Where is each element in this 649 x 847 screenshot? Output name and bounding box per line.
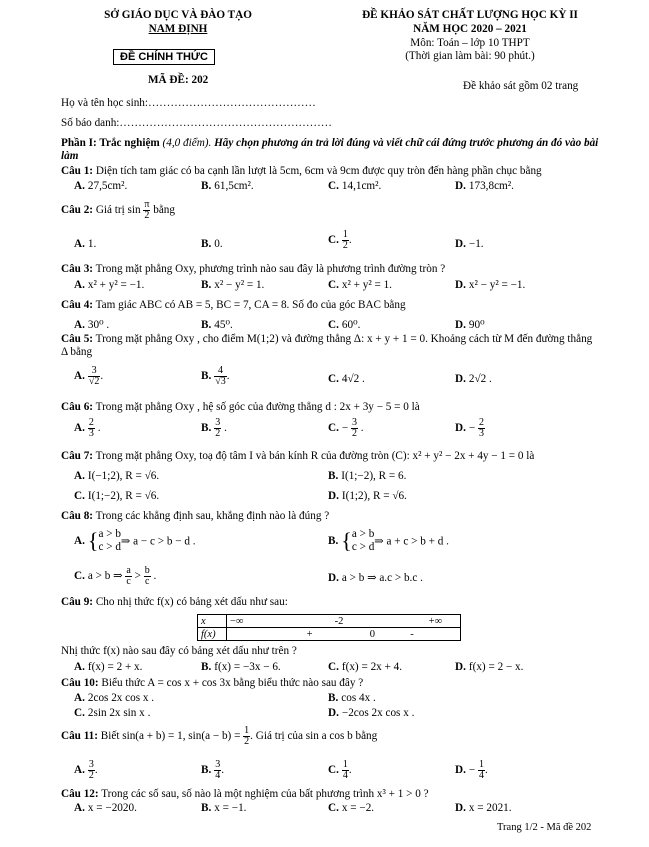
time-limit: (Thời gian làm bài: 90 phút.) xyxy=(405,50,535,62)
q10-option-b[interactable]: B. cos 4x . xyxy=(328,692,376,704)
q1-option-a[interactable]: A. 27,5cm². xyxy=(74,180,128,192)
question-3: Câu 3: Trong mặt phẳng Oxy, phương trình nào sau đây là phương trình đường tròn ? xyxy=(61,263,446,275)
part1-heading xyxy=(61,137,601,163)
q11-option-c[interactable]: C. $\frac{1}{4}$ . xyxy=(328,759,352,781)
province xyxy=(73,23,283,35)
q10-option-a[interactable]: A. 2cos 2x cos x . xyxy=(74,692,155,704)
part1-points: (4,0 điểm). xyxy=(162,137,212,149)
question-7: Câu 7: Trong mặt phẳng Oxy, toạ độ tâm I và bán kính R của đường tròn (C): x² + y² − 2x + 4y − 1 = 0 là xyxy=(61,450,535,462)
question-4: Câu 4: Tam giác ABC có AB = 5, BC = 7, CA = 8. Số đo của góc BAC bằng xyxy=(61,299,406,311)
sign-cell: x xyxy=(198,615,227,628)
q6-option-d[interactable]: D. − $\frac{2}{3}$ xyxy=(455,417,484,439)
page-count: Đề khảo sát gồm 02 trang xyxy=(463,80,579,92)
q11-option-b[interactable]: B. $\frac{3}{4}$ . xyxy=(201,759,225,781)
sign-table xyxy=(197,614,461,641)
question-2: Câu 2: Giá trị sin $\frac{\pi}{2}$ bằng xyxy=(61,199,175,221)
q6-option-a[interactable]: A. $\frac{2}{3}$ . xyxy=(74,417,101,439)
question-5: Câu 5: Trong mặt phẳng Oxy , cho điểm M(1;2) và đường thẳng Δ: x + y + 1 = 0. Khoảng cách từ M đến đường thẳng Δ bằng xyxy=(61,333,593,358)
sign-table-row-x xyxy=(198,615,461,628)
q12-option-d[interactable]: D. x = 2021. xyxy=(455,802,512,814)
school-department: SỞ GIÁO DỤC VÀ ĐÀO TẠO xyxy=(104,9,252,21)
q2-option-a[interactable]: A. 1. xyxy=(74,238,97,250)
q7-option-d[interactable]: D. I(1;2), R = √6. xyxy=(328,490,407,502)
sign-cell: f(x) xyxy=(198,628,227,641)
q4-option-a[interactable]: A. 30⁰ . xyxy=(74,319,110,331)
q3-option-d[interactable]: D. x² − y² = −1. xyxy=(455,279,526,291)
q12-option-c[interactable]: C. x = −2. xyxy=(328,802,375,814)
subject: Môn: Toán – lớp 10 THPT xyxy=(410,37,530,49)
q8-option-d[interactable]: D. a > b ⇒ a.c > b.c . xyxy=(328,572,423,584)
question-10: Câu 10: Biểu thức A = cos x + cos 3x bằng biểu thức nào sau đây ? xyxy=(61,677,364,689)
question-1 xyxy=(61,165,601,178)
exam-title: ĐỀ KHẢO SÁT CHẤT LƯỢNG HỌC KỲ II xyxy=(362,9,578,21)
q9-option-c[interactable]: C. f(x) = 2x + 4. xyxy=(328,661,403,673)
question-8: Câu 8: Trong các khẳng định sau, khẳng định nào là đúng ? xyxy=(61,510,330,522)
question-11: Câu 11: Biết sin(a + b) = 1, sin(a − b) = $\frac{1}{2}$ . Giá trị của sin a cos b bằng xyxy=(61,725,378,747)
student-id-field: Số báo danh:………………………………………………… xyxy=(61,117,332,129)
q9-option-d[interactable]: D. f(x) = 2 − x. xyxy=(455,661,524,673)
sign-cell: −∞ -2 +∞ xyxy=(227,615,461,628)
q1-option-d[interactable]: D. 173,8cm². xyxy=(455,180,514,192)
student-name-field: Họ và tên học sinh:……………………………………… xyxy=(61,97,316,109)
q6-option-b[interactable]: B. $\frac{3}{2}$ . xyxy=(201,417,227,439)
q12-option-b[interactable]: B. x = −1. xyxy=(201,802,247,814)
official-badge: ĐỀ CHÍNH THỨC xyxy=(113,49,215,65)
question-text: Diện tích tam giác có ba cạnh lần lượt là 5cm, 6cm và 9cm được quy tròn đến hàng phần chục bằng xyxy=(95,165,542,177)
part1-instruction: Hãy chọn phương án trả lời đúng và viết chữ cái đứng trước phương án đó vào bài làm xyxy=(61,137,599,162)
q4-option-b[interactable]: B. 45⁰. xyxy=(201,319,233,331)
q4-option-d[interactable]: D. 90⁰ xyxy=(455,319,485,331)
question-9: Câu 9: Cho nhị thức f(x) có bảng xét dấu như sau: xyxy=(61,596,288,608)
q10-option-d[interactable]: D. −2cos 2x cos x . xyxy=(328,707,415,719)
q3-option-b[interactable]: B. x² − y² = 1. xyxy=(201,279,265,291)
sign-table-row-f xyxy=(198,628,461,641)
q8-option-b[interactable]: B. { a > b c > d ⇒ a + c > b + d . xyxy=(328,528,449,553)
question-6: Câu 6: Trong mặt phẳng Oxy , hệ số góc của đường thẳng d : 2x + 3y − 5 = 0 là xyxy=(61,401,420,413)
q7-option-a[interactable]: A. I(−1;2), R = √6. xyxy=(74,470,160,482)
q4-option-c[interactable]: C. 60⁰. xyxy=(328,319,361,331)
q5-option-a[interactable]: A. $\frac{3}{√2}$ . xyxy=(74,365,104,387)
school-year: NĂM HỌC 2020 – 2021 xyxy=(413,23,527,35)
exam-code: MÃ ĐỀ: 202 xyxy=(148,74,209,86)
province-text: NAM ĐỊNH xyxy=(148,23,208,35)
q12-option-a[interactable]: A. x = −2020. xyxy=(74,802,137,814)
page-footer: Trang 1/2 - Mã đề 202 xyxy=(497,822,592,833)
sign-cell: + 0 - xyxy=(227,628,461,641)
question-label: Câu 1: xyxy=(61,165,94,177)
q1-option-c[interactable]: C. 14,1cm². xyxy=(328,180,382,192)
q6-option-c[interactable]: C. − $\frac{3}{2}$ . xyxy=(328,417,364,439)
part1-title: Phần I: Trắc nghiệm xyxy=(61,137,160,149)
q8-option-c[interactable]: C. a > b ⇒ $\frac{a}{c}$ > $\frac{b}{c}$ . xyxy=(74,565,157,587)
q11-option-a[interactable]: A. $\frac{3}{2}$ . xyxy=(74,759,98,781)
q2-option-b[interactable]: B. 0. xyxy=(201,238,223,250)
q3-option-c[interactable]: C. x² + y² = 1. xyxy=(328,279,392,291)
q1-option-b[interactable]: B. 61,5cm². xyxy=(201,180,254,192)
q11-option-d[interactable]: D. − $\frac{1}{4}$ . xyxy=(455,759,488,781)
q2-option-c[interactable]: C. $\frac{1}{2}$ . xyxy=(328,229,352,251)
question-12: Câu 12: Trong các số sau, số nào là một nghiệm của bất phương trình x³ + 1 > 0 ? xyxy=(61,788,429,800)
q9-option-a[interactable]: A. f(x) = 2 + x. xyxy=(74,661,143,673)
q8-option-a[interactable]: A. { a > b c > d ⇒ a − c > b − d . xyxy=(74,528,196,553)
question-9-followup: Nhị thức f(x) nào sau đây có bảng xét dấu như trên ? xyxy=(61,645,297,657)
q9-option-b[interactable]: B. f(x) = −3x − 6. xyxy=(201,661,281,673)
q3-option-a[interactable]: A. x² + y² = −1. xyxy=(74,279,145,291)
q7-option-c[interactable]: C. I(1;−2), R = √6. xyxy=(74,490,160,502)
q5-option-d[interactable]: D. 2√2 . xyxy=(455,373,492,385)
q7-option-b[interactable]: B. I(1;−2), R = 6. xyxy=(328,470,407,482)
q10-option-c[interactable]: C. 2sin 2x sin x . xyxy=(74,707,151,719)
q2-option-d[interactable]: D. −1. xyxy=(455,238,484,250)
q5-option-b[interactable]: B. $\frac{4}{√3}$ . xyxy=(201,365,230,387)
q5-option-c[interactable]: C. 4√2 . xyxy=(328,373,365,385)
